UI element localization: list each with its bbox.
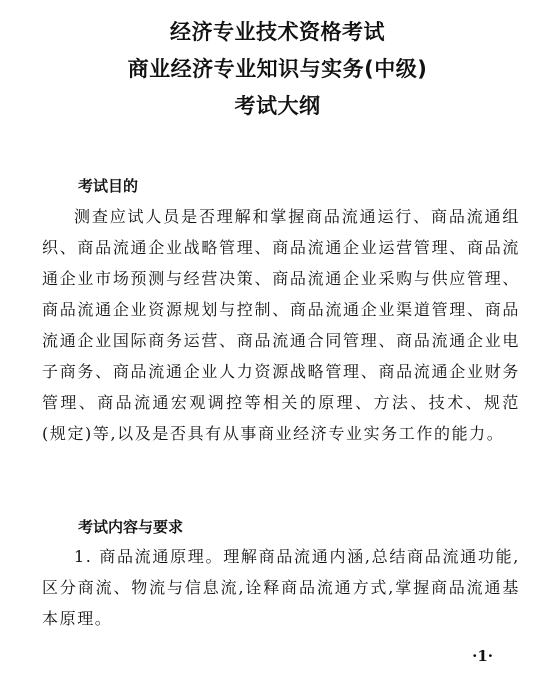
section-paragraph-purpose: 测查应试人员是否理解和掌握商品流通运行、商品流通组织、商品流通企业战略管理、商品流通企业运营管理、商品流通企业市场预测与经营决策、商品流通企业采购与供应管理、商品流通企业资源规划与控制、商品流通企业渠道管理、商品流通企业国际商务运营、商品流通合同管理、商品流通企业电子商务、商品流通企业人力资源战略管理、商品流通企业财务管理、商品流通宏观调控等相关的原理、方法、技术、规范(规定)等,以及是否具有从事商业经济专业实务工作的能力。	[42, 207, 520, 443]
title-line-syllabus: 考试大纲	[234, 94, 321, 118]
section-heading-content: 考试内容与要求	[78, 518, 184, 536]
title-line-subject: 商业经济专业知识与实务(中级)	[127, 57, 428, 81]
section-paragraph-content: 1. 商品流通原理。理解商品流通内涵,总结商品流通功能,区分商流、物流与信息流,诠释商品流通方式,掌握商品流通基本原理。	[42, 547, 520, 628]
page-number: ·1·	[472, 647, 493, 665]
section-heading-purpose: 考试目的	[78, 177, 139, 195]
title-line-exam-name: 经济专业技术资格考试	[170, 20, 385, 44]
document-title	[0, 14, 555, 125]
